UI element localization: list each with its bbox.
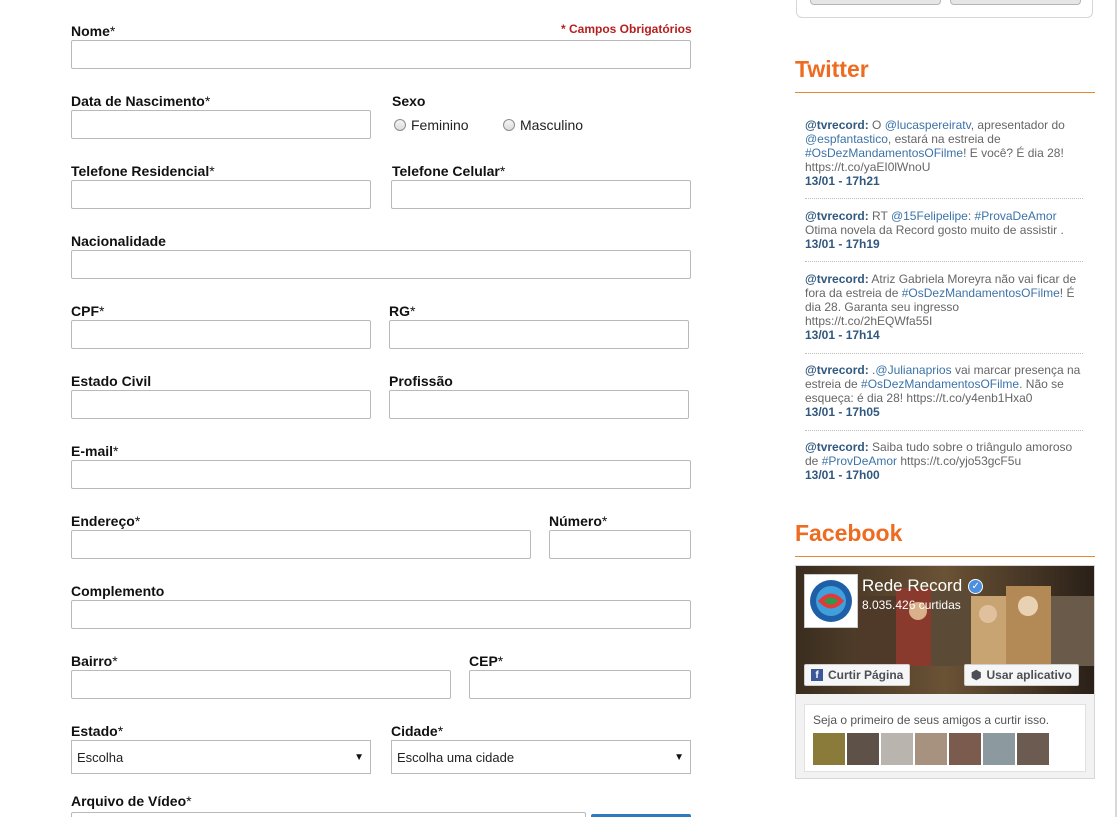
rg-input[interactable]	[389, 320, 689, 349]
cidade-select[interactable]	[391, 740, 691, 774]
tweet-timestamp[interactable]: 13/01 - 17h21	[805, 174, 880, 188]
label-complemento: Complemento	[71, 583, 165, 599]
telefone-residencial-input[interactable]	[71, 180, 371, 209]
email-input[interactable]	[71, 460, 691, 489]
curtir-pagina-label: Curtir Página	[828, 668, 904, 682]
label-nome: Nome*	[71, 23, 116, 39]
label-estado-civil: Estado Civil	[71, 373, 152, 389]
friend-avatar[interactable]	[847, 733, 879, 765]
facebook-friends-box	[804, 704, 1086, 772]
twitter-heading-rule	[795, 92, 1095, 93]
sidebar-top-button-2[interactable]	[950, 0, 1081, 5]
tweet-mention-link[interactable]: #ProvaDeAmor	[974, 209, 1057, 223]
tweet-timestamp[interactable]: 13/01 - 17h19	[805, 237, 880, 251]
tweet-mention-link[interactable]: @Julianaprios	[875, 363, 952, 377]
profissao-input[interactable]	[389, 390, 689, 419]
label-telefone-residencial: Telefone Residencial*	[71, 163, 215, 179]
cep-input[interactable]	[469, 670, 691, 699]
twitter-heading: Twitter	[795, 56, 869, 82]
tweet-text: RT	[868, 209, 891, 223]
tweet-separator	[805, 430, 1083, 431]
label-cpf: CPF*	[71, 303, 105, 319]
label-estado: Estado*	[71, 723, 124, 739]
label-cidade: Cidade*	[391, 723, 444, 739]
label-endereco: Endereço*	[71, 513, 141, 529]
facebook-f-icon: f	[811, 669, 823, 681]
tweet-text: ! É dia 28. Garanta seu ingresso https://t.co/2hEQWfa55I	[805, 286, 1075, 328]
friend-avatar[interactable]	[949, 733, 981, 765]
facebook-cover-image	[796, 566, 1094, 694]
label-profissao: Profissão	[389, 373, 453, 389]
estado-selected-value: Escolha	[77, 749, 124, 765]
record-globe-icon	[808, 578, 854, 624]
dropdown-arrow-icon: ▼	[354, 751, 364, 763]
tweet-mention-link[interactable]: #OsDezMandamentosOFilme	[861, 377, 1020, 391]
tweet-mention-link[interactable]: @lucaspereiratv	[884, 118, 971, 132]
label-rg: RG*	[389, 303, 416, 319]
facebook-friends-text: Seja o primeiro de seus amigos a curtir isso.	[813, 713, 1050, 727]
tweet-user-link[interactable]: @tvrecord:	[805, 209, 869, 223]
tweet-separator	[805, 353, 1083, 354]
tweet-text: , apresentador do	[970, 118, 1065, 132]
label-cep: CEP*	[469, 653, 504, 669]
facebook-page-plugin	[795, 565, 1095, 779]
tweet-item	[805, 272, 1085, 342]
estado-select[interactable]	[71, 740, 371, 774]
label-data-nascimento: Data de Nascimento*	[71, 93, 211, 109]
tweet-user-link[interactable]: @tvrecord:	[805, 272, 869, 286]
nacionalidade-input[interactable]	[71, 250, 691, 279]
tweet-item	[805, 118, 1085, 188]
facebook-heading: Facebook	[795, 520, 903, 546]
tweet-text: :	[967, 209, 975, 223]
record-logo[interactable]	[804, 574, 858, 628]
sidebar-top-button-1[interactable]	[810, 0, 941, 5]
tweet-mention-link[interactable]: #OsDezMandamentosOFilme	[805, 146, 964, 160]
cube-icon: ⬢	[971, 668, 982, 682]
tweet-mention-link[interactable]: @15Felipelipe	[890, 209, 968, 223]
tweet-separator	[805, 198, 1083, 199]
label-bairro: Bairro*	[71, 653, 118, 669]
label-nacionalidade: Nacionalidade	[71, 233, 166, 249]
tweet-text: .	[868, 363, 876, 377]
sexo-feminino-label: Feminino	[411, 117, 469, 133]
tweet-separator	[805, 261, 1083, 262]
facebook-heading-rule	[795, 556, 1095, 557]
label-email: E-mail*	[71, 443, 119, 459]
tweet-user-link[interactable]: @tvrecord:	[805, 118, 869, 132]
facebook-page-name-text: Rede Record	[862, 576, 963, 595]
cpf-input[interactable]	[71, 320, 371, 349]
tweet-mention-link[interactable]: @espfantastico	[805, 132, 888, 146]
tweet-text: Otima novela da Record gosto muito de assistir .	[805, 223, 1064, 237]
tweet-text: Saiba tudo sobre o triângulo amoroso de	[805, 440, 1073, 468]
cidade-selected-value: Escolha uma cidade	[397, 749, 515, 765]
dropdown-arrow-icon: ▼	[674, 751, 684, 763]
curtir-pagina-button[interactable]	[804, 664, 910, 686]
sidebar-top-box	[796, 0, 1093, 18]
tweet-item	[805, 440, 1085, 482]
tweet-text: vai marcar presença na estreia de	[805, 363, 1081, 391]
usar-aplicativo-label: Usar aplicativo	[986, 668, 1072, 682]
sexo-masculino-radio[interactable]	[503, 117, 583, 133]
verified-check-icon: ✓	[968, 579, 983, 594]
friend-avatar[interactable]	[915, 733, 947, 765]
tweet-timestamp[interactable]: 13/01 - 17h00	[805, 468, 880, 482]
label-telefone-celular: Telefone Celular*	[392, 163, 506, 179]
friend-avatar[interactable]	[813, 733, 845, 765]
tweet-text: , estará na estreia de	[887, 132, 1001, 146]
numero-input[interactable]	[549, 530, 691, 559]
required-fields-note: * Campos Obrigatórios	[561, 22, 692, 36]
label-arquivo-video: Arquivo de Vídeo*	[71, 793, 192, 809]
tweet-mention-link[interactable]: #ProvDeAmor	[821, 454, 898, 468]
tweet-text: Atriz Gabriela Moreyra não vai ficar de fora da estreia de	[805, 272, 1077, 300]
tweet-item	[805, 209, 1085, 251]
usar-aplicativo-button[interactable]	[964, 664, 1079, 686]
tweet-user-link[interactable]: @tvrecord:	[805, 363, 869, 377]
complemento-input[interactable]	[71, 600, 691, 629]
tweet-user-link[interactable]: @tvrecord:	[805, 440, 869, 454]
data-nascimento-input[interactable]	[71, 110, 371, 139]
friend-avatar[interactable]	[1017, 733, 1049, 765]
facebook-likes-count: 8.035.426 curtidas	[862, 598, 961, 612]
endereco-input[interactable]	[71, 530, 531, 559]
sexo-masculino-label: Masculino	[520, 117, 584, 133]
label-numero: Número*	[549, 513, 608, 529]
label-sexo: Sexo	[392, 93, 426, 109]
friend-avatar[interactable]	[983, 733, 1015, 765]
arquivo-video-input[interactable]	[71, 812, 586, 817]
radio-circle-icon	[503, 119, 515, 131]
nome-input[interactable]	[71, 40, 691, 69]
tweet-text: ! E você? É dia 28! https://t.co/yaEI0lWnoU	[805, 146, 1064, 174]
tweet-timestamp[interactable]: 13/01 - 17h05	[805, 405, 880, 419]
friend-avatar[interactable]	[881, 733, 913, 765]
estado-civil-input[interactable]	[71, 390, 371, 419]
tweet-item	[805, 363, 1085, 419]
sexo-feminino-radio[interactable]	[394, 117, 469, 133]
bairro-input[interactable]	[71, 670, 451, 699]
facebook-page-name[interactable]	[862, 576, 983, 596]
tweet-text: . Não se esqueça: é dia 28! https://t.co/y4enb1Hxa0	[805, 377, 1064, 405]
telefone-celular-input[interactable]	[391, 180, 691, 209]
radio-circle-icon	[394, 119, 406, 131]
tweet-text: O	[868, 118, 885, 132]
tweet-timestamp[interactable]: 13/01 - 17h14	[805, 328, 880, 342]
tweet-mention-link[interactable]: #OsDezMandamentosOFilme	[901, 286, 1060, 300]
tweet-text: https://t.co/yjo53gcF5u	[897, 454, 1022, 468]
